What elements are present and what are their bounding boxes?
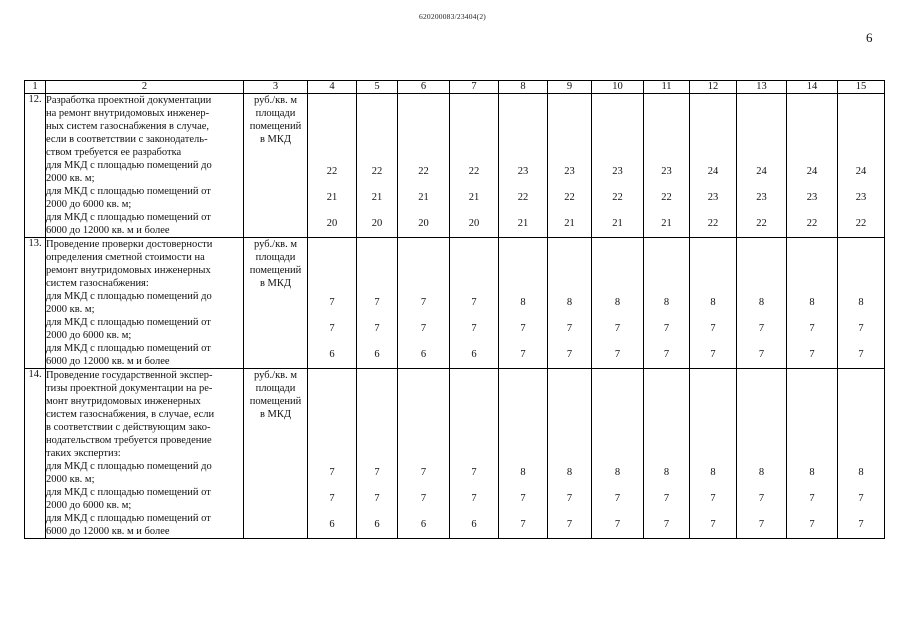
value-cell: 7 <box>710 323 716 334</box>
value-cell: 8 <box>520 297 526 308</box>
description-line: ством требуется ее разработка <box>46 147 182 158</box>
page-number: 6 <box>866 30 873 45</box>
value-column <box>398 94 450 238</box>
value-column <box>787 94 838 238</box>
subrow-label-line: 6000 до 12000 кв. м и более <box>46 225 170 236</box>
value-column <box>737 369 787 539</box>
value-cell: 6 <box>420 349 427 360</box>
unit-line: в МКД <box>259 409 292 420</box>
value-cell: 21 <box>418 192 429 203</box>
value-cell: 8 <box>520 467 526 478</box>
description-line: монт внутридомовых инженерных <box>46 396 201 407</box>
value-column <box>690 94 737 238</box>
value-cell: 21 <box>468 192 480 203</box>
value-cell: 7 <box>374 297 380 308</box>
value-cell: 8 <box>858 467 864 478</box>
value-column <box>450 94 499 238</box>
description-line: Проведение государственной экспер- <box>46 370 213 381</box>
value-column <box>357 238 398 369</box>
value-cell: 7 <box>471 297 477 308</box>
unit-cell <box>244 369 308 539</box>
value-cell: 21 <box>517 218 529 229</box>
value-cell: 22 <box>806 218 818 229</box>
unit-line: помещений <box>249 396 302 407</box>
value-cell: 20 <box>326 218 338 229</box>
value-cell: 8 <box>566 297 573 308</box>
value-cell: 20 <box>371 218 383 229</box>
value-cell: 7 <box>710 349 716 360</box>
value-cell: 7 <box>520 323 526 334</box>
header-row <box>25 81 885 94</box>
value-column <box>838 238 885 369</box>
value-cell: 6 <box>420 519 427 530</box>
value-cell: 8 <box>663 467 670 478</box>
column-header: 15 <box>838 81 885 94</box>
value-column <box>592 238 644 369</box>
value-cell: 24 <box>806 166 818 177</box>
value-cell: 7 <box>471 323 477 334</box>
value-column <box>737 94 787 238</box>
value-cell: 22 <box>661 192 672 203</box>
value-column <box>357 369 398 539</box>
value-column <box>308 94 357 238</box>
value-cell: 22 <box>855 218 867 229</box>
row-number: 12. <box>25 94 46 238</box>
subrow-label-line: 6000 до 12000 кв. м и более <box>46 356 170 367</box>
value-cell: 7 <box>329 467 335 478</box>
value-cell: 21 <box>564 218 575 229</box>
value-cell: 6 <box>329 519 335 530</box>
tariff-table <box>24 80 885 539</box>
description-line: если в соответствии с законодатель- <box>46 134 208 145</box>
row-number: 13. <box>25 238 46 369</box>
unit-line: помещений <box>249 121 302 132</box>
column-header: 3 <box>244 81 308 94</box>
value-cell: 23 <box>612 166 623 177</box>
value-column <box>737 238 787 369</box>
value-cell: 7 <box>858 323 864 334</box>
value-cell: 7 <box>420 467 427 478</box>
value-column <box>450 238 499 369</box>
value-cell: 7 <box>374 493 380 504</box>
value-column <box>690 369 737 539</box>
subrow-label-line: для МКД с площадью помещений от <box>46 487 211 498</box>
value-cell: 7 <box>663 519 670 530</box>
value-cell: 7 <box>374 323 380 334</box>
value-cell: 6 <box>329 349 335 360</box>
subrow-label-line: 6000 до 12000 кв. м и более <box>46 526 170 537</box>
value-cell: 8 <box>566 467 573 478</box>
value-cell: 8 <box>614 467 621 478</box>
value-column <box>838 94 885 238</box>
value-column <box>499 369 548 539</box>
description-line: на ремонт внутридомовых инженер- <box>46 108 210 119</box>
value-cell: 22 <box>564 192 575 203</box>
subrow-label-line: для МКД с площадью помещений от <box>46 212 211 223</box>
value-cell: 7 <box>758 493 765 504</box>
value-column <box>548 369 592 539</box>
description-line: систем газоснабжения, в случае, если <box>46 409 215 420</box>
value-cell: 7 <box>663 323 670 334</box>
value-cell: 7 <box>663 349 670 360</box>
value-cell: 8 <box>710 297 716 308</box>
value-cell: 7 <box>329 493 335 504</box>
value-column <box>592 369 644 539</box>
value-cell: 22 <box>418 166 429 177</box>
column-header: 14 <box>787 81 838 94</box>
value-column <box>548 238 592 369</box>
subrow-label-line: для МКД с площадью помещений до <box>46 461 212 472</box>
value-cell: 20 <box>468 218 480 229</box>
value-cell: 7 <box>471 493 477 504</box>
value-cell: 23 <box>855 192 867 203</box>
value-cell: 7 <box>520 519 526 530</box>
row-number: 14. <box>25 369 46 539</box>
unit-line: площади <box>255 383 296 394</box>
subrow-label-line: для МКД с площадью помещений до <box>46 291 212 302</box>
column-header: 6 <box>398 81 450 94</box>
description-line: ремонт внутридомовых инженерных <box>46 265 211 276</box>
value-cell: 6 <box>374 349 380 360</box>
value-cell: 21 <box>661 218 672 229</box>
column-header: 4 <box>308 81 357 94</box>
value-column <box>450 369 499 539</box>
subrow-label-line: 2000 кв. м; <box>46 304 95 315</box>
value-cell: 6 <box>471 349 477 360</box>
column-header: 12 <box>690 81 737 94</box>
value-cell: 7 <box>858 349 864 360</box>
subrow-label-line: 2000 кв. м; <box>46 474 95 485</box>
value-cell: 24 <box>707 166 719 177</box>
value-cell: 8 <box>809 297 815 308</box>
value-column <box>308 369 357 539</box>
column-header: 1 <box>25 81 46 94</box>
subrow-label-line: 2000 до 6000 кв. м; <box>46 199 132 210</box>
value-cell: 7 <box>809 493 815 504</box>
value-cell: 23 <box>564 166 575 177</box>
value-cell: 20 <box>418 218 429 229</box>
value-column <box>838 369 885 539</box>
value-cell: 7 <box>614 519 621 530</box>
subrow-label-line: 2000 до 6000 кв. м; <box>46 500 132 511</box>
value-cell: 22 <box>517 192 529 203</box>
value-cell: 7 <box>520 349 526 360</box>
value-cell: 7 <box>858 519 864 530</box>
table-row <box>25 238 885 369</box>
column-header: 5 <box>357 81 398 94</box>
value-column <box>644 369 690 539</box>
description-line: Проведение проверки достоверности <box>46 239 213 250</box>
row-description <box>46 238 244 369</box>
value-cell: 8 <box>809 467 815 478</box>
column-header: 8 <box>499 81 548 94</box>
column-header: 2 <box>46 81 244 94</box>
value-cell: 22 <box>326 166 338 177</box>
description-line: систем газоснабжения: <box>46 278 149 289</box>
value-cell: 21 <box>612 218 623 229</box>
unit-cell <box>244 238 308 369</box>
unit-line: площади <box>255 108 296 119</box>
unit-line: в МКД <box>259 278 292 289</box>
value-cell: 22 <box>707 218 719 229</box>
value-column <box>690 238 737 369</box>
value-cell: 7 <box>758 323 765 334</box>
value-cell: 7 <box>566 323 573 334</box>
value-cell: 21 <box>371 192 383 203</box>
table-row <box>25 369 885 539</box>
unit-cell <box>244 94 308 238</box>
value-column <box>308 238 357 369</box>
value-cell: 23 <box>756 192 767 203</box>
value-cell: 7 <box>374 467 380 478</box>
unit-line: руб./кв. м <box>253 370 298 381</box>
value-cell: 8 <box>663 297 670 308</box>
value-column <box>644 238 690 369</box>
value-cell: 22 <box>371 166 383 177</box>
value-cell: 6 <box>374 519 380 530</box>
value-cell: 23 <box>517 166 529 177</box>
value-cell: 7 <box>614 349 621 360</box>
value-column <box>592 94 644 238</box>
value-cell: 7 <box>420 297 427 308</box>
value-cell: 7 <box>758 349 765 360</box>
value-column <box>398 238 450 369</box>
value-cell: 7 <box>566 493 573 504</box>
value-cell: 21 <box>326 192 338 203</box>
value-cell: 7 <box>520 493 526 504</box>
description-line: тизы проектной документации на ре- <box>46 383 213 394</box>
value-cell: 22 <box>468 166 480 177</box>
value-cell: 7 <box>420 493 427 504</box>
description-line: в соответствии с действующим зако- <box>46 422 211 433</box>
column-header: 7 <box>450 81 499 94</box>
value-cell: 8 <box>710 467 716 478</box>
subrow-label-line: для МКД с площадью помещений от <box>46 317 211 328</box>
unit-line: руб./кв. м <box>253 239 298 250</box>
subrow-label-line: для МКД с площадью помещений до <box>46 160 212 171</box>
value-cell: 7 <box>566 519 573 530</box>
description-line: определения сметной стоимости на <box>46 252 205 263</box>
table-row <box>25 94 885 238</box>
column-header: 11 <box>644 81 690 94</box>
description-line: таких экспертиз: <box>46 448 121 459</box>
subrow-label-line: 2000 до 6000 кв. м; <box>46 330 132 341</box>
value-column <box>644 94 690 238</box>
value-cell: 22 <box>756 218 767 229</box>
value-cell: 7 <box>471 467 477 478</box>
value-cell: 7 <box>329 297 335 308</box>
value-column <box>548 94 592 238</box>
value-column <box>398 369 450 539</box>
unit-line: руб./кв. м <box>253 95 298 106</box>
value-cell: 7 <box>809 519 815 530</box>
row-description <box>46 369 244 539</box>
value-cell: 7 <box>858 493 864 504</box>
value-cell: 8 <box>858 297 864 308</box>
unit-line: помещений <box>249 265 302 276</box>
value-cell: 23 <box>661 166 672 177</box>
column-header: 13 <box>737 81 787 94</box>
value-cell: 7 <box>566 349 573 360</box>
value-cell: 7 <box>710 493 716 504</box>
value-cell: 24 <box>855 166 867 177</box>
description-line: нодательством требуется проведение <box>46 435 212 446</box>
value-cell: 8 <box>614 297 621 308</box>
column-header: 9 <box>548 81 592 94</box>
value-cell: 7 <box>809 349 815 360</box>
value-cell: 7 <box>758 519 765 530</box>
description-line: Разработка проектной документации <box>46 95 212 106</box>
description-line: ных систем газоснабжения в случае, <box>46 121 210 132</box>
value-cell: 7 <box>663 493 670 504</box>
value-cell: 24 <box>756 166 767 177</box>
unit-line: площади <box>255 252 296 263</box>
value-cell: 7 <box>614 323 621 334</box>
value-cell: 6 <box>471 519 477 530</box>
value-cell: 7 <box>710 519 716 530</box>
unit-line: в МКД <box>259 134 292 145</box>
value-cell: 8 <box>758 297 765 308</box>
value-cell: 23 <box>707 192 719 203</box>
value-column <box>499 94 548 238</box>
document-id: 620200083/23404(2) <box>419 12 486 21</box>
subrow-label-line: для МКД с площадью помещений от <box>46 343 211 354</box>
value-cell: 7 <box>809 323 815 334</box>
value-column <box>787 369 838 539</box>
subrow-label-line: для МКД с площадью помещений от <box>46 513 211 524</box>
value-column <box>787 238 838 369</box>
value-column <box>357 94 398 238</box>
value-cell: 23 <box>806 192 818 203</box>
value-cell: 7 <box>329 323 335 334</box>
row-description <box>46 94 244 238</box>
value-cell: 7 <box>420 323 427 334</box>
subrow-label-line: 2000 кв. м; <box>46 173 95 184</box>
subrow-label-line: для МКД с площадью помещений от <box>46 186 211 197</box>
column-header: 10 <box>592 81 644 94</box>
value-cell: 8 <box>758 467 765 478</box>
value-cell: 7 <box>614 493 621 504</box>
value-cell: 22 <box>612 192 623 203</box>
value-column <box>499 238 548 369</box>
